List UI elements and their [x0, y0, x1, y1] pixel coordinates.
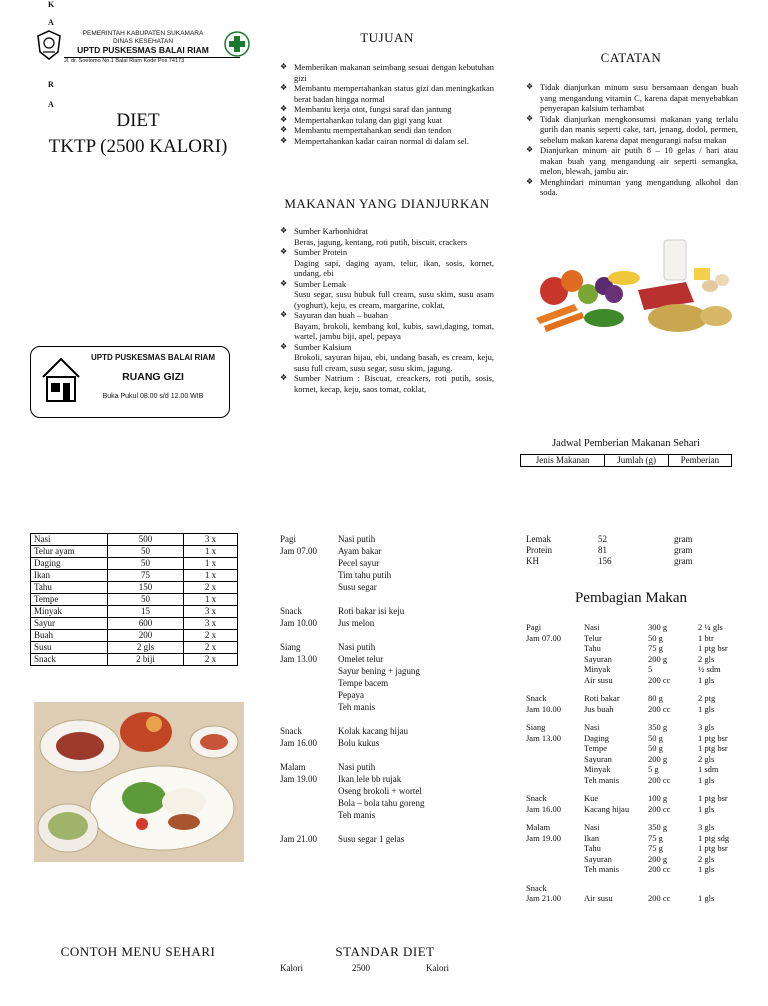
table-cell: 2 x	[184, 582, 238, 594]
menu-block	[280, 605, 500, 629]
makanan-item-body: Susu segar, susu bubuk full cream, susu skim, susu asam (yoghurt), keju, es cream, margarine, coklat,	[294, 289, 494, 310]
pembagian-portion: 3 gls	[698, 822, 715, 832]
pembagian-row	[584, 833, 738, 844]
pembagian-food: Teh manis	[584, 774, 620, 785]
pembagian-amount: 200 cc	[648, 893, 671, 903]
menu-item: Susu segar 1 gelas	[338, 834, 405, 844]
pembagian-row	[584, 633, 738, 644]
pembagian-time: Snack	[526, 693, 547, 703]
side-letter: R	[48, 80, 54, 89]
tujuan-item: ❖ Mempertahankan kadar cairan normal di dalam sel.	[280, 136, 494, 147]
menu-time: Jam 10.00	[280, 618, 317, 628]
pembagian-food: Air susu	[584, 674, 613, 685]
standar-label: Kalori	[280, 963, 303, 973]
pembagian-portion: 2 gls	[698, 853, 715, 864]
pembagian-food: Sayuran	[584, 853, 612, 864]
table-row	[31, 594, 238, 606]
pembagian-portion: 1 ptg bsr	[698, 843, 728, 853]
catatan-item: ❖ Menghindari minuman yang mengandung alkohol dan soda.	[526, 177, 738, 198]
jadwal-title: Jadwal Pemberian Makanan Sehari	[552, 438, 700, 449]
pembagian-portion: ½ sdm	[698, 664, 721, 674]
makanan-item-body: Bayam, brokoli, kembang kol, kubis, sawi,daging, tomat, wartel, jambu biji, apel, pepaya	[294, 320, 494, 341]
pembagian-time: Snack	[526, 793, 547, 803]
menu-block	[280, 761, 500, 821]
catatan-item: ❖ Tidak dianjurkan mengkonsumsi makanan yang terlalu gurih dan manis seperti cake, tart, jenang, dodol, permen, sebelum makan karena dapat mengurangi nafsu makan	[526, 114, 738, 146]
menu-block	[280, 641, 500, 713]
makanan-item-body: Beras, jagung, kentang, roti putih, biscuit, crackers	[294, 236, 468, 247]
pembagian-portion: 2 ¼ gls	[698, 622, 723, 632]
menu-item: Sayur bening + jagung	[338, 666, 420, 676]
nutrient-list	[526, 533, 726, 566]
makanan-item	[280, 226, 494, 247]
makanan-item-head: ❖ Sumber Natrium : Biscuat, creackers, roti putih, sosis, kornet, kecap, keju, saos tomat, coklat,	[294, 373, 494, 394]
nutrient-value: 156	[598, 556, 612, 566]
makanan-item-head: ❖ Sumber Lemak	[294, 278, 347, 289]
pembagian-food: Kacang hijau	[584, 803, 630, 814]
meal-photo	[34, 702, 244, 862]
nutrient-name: Lemak	[526, 534, 551, 544]
food-groups-illustration	[526, 236, 738, 336]
pembagian-time: Jam 21.00	[526, 893, 561, 903]
table-cell: 50	[108, 594, 184, 606]
makanan-item	[280, 373, 494, 394]
ruang-gizi-card	[30, 346, 230, 418]
menu-item: Jus melon	[338, 618, 375, 628]
pembagian-row	[584, 722, 738, 733]
pembagian-amount: 5	[648, 664, 653, 674]
pembagian-row	[584, 854, 738, 865]
table-cell: 50	[108, 558, 184, 570]
tujuan-list	[280, 62, 494, 146]
pembagian-food: Kue	[584, 793, 599, 803]
pembagian-schedule	[526, 622, 738, 904]
contoh-menu-title: CONTOH MENU SEHARI	[60, 944, 216, 959]
menu-time: Pagi	[280, 534, 297, 544]
jadwal-header-cell: Jumlah (g)	[605, 455, 669, 467]
letterhead-line1: PEMERINTAH KABUPATEN SUKAMARA	[82, 30, 204, 37]
pembagian-portion: 1 gls	[698, 893, 715, 903]
pembagian-food: Nasi	[584, 622, 600, 632]
table-row	[31, 570, 238, 582]
pembagian-amount: 350 g	[648, 822, 668, 832]
menu-item: Oseng brokoli + wortel	[338, 786, 422, 796]
pembagian-portion: 1 gls	[698, 803, 715, 814]
table-cell: 2 x	[184, 630, 238, 642]
card-hours: Buka Pukul 08.00 s/d 12.00 WIB	[102, 393, 204, 400]
pembagian-portion: 2 gls	[698, 653, 715, 664]
pembagian-food: Ikan	[584, 832, 600, 843]
nutrient-unit: gram	[674, 556, 693, 566]
pembagian-food: Nasi	[584, 822, 600, 832]
table-cell: Telur ayam	[31, 546, 108, 558]
menu-time: Jam 19.00	[280, 774, 317, 784]
pembagian-title: Pembagian Makan	[574, 590, 688, 606]
table-cell: 2 biji	[108, 654, 184, 666]
menu-item: Bolu kukus	[338, 738, 380, 748]
pembagian-time: Jam 13.00	[526, 732, 561, 743]
makanan-title: MAKANAN YANG DIANJURKAN	[284, 196, 490, 211]
table-cell: 2 x	[184, 642, 238, 654]
card-name: UPTD PUSKESMAS BALAI RIAM	[90, 353, 215, 362]
page-title-line1: DIET	[116, 110, 160, 131]
pembagian-portion: 1 gls	[698, 703, 715, 714]
letterhead	[64, 30, 222, 55]
menu-item: Nasi putih	[338, 762, 376, 772]
table-row	[31, 618, 238, 630]
menu-item: Ikan lele bb rujak	[338, 774, 402, 784]
pembagian-amount: 50 g	[648, 632, 663, 643]
pembagian-time: Jam 10.00	[526, 703, 561, 714]
page-title-line2: TKTP (2500 KALORI)	[48, 136, 228, 157]
table-cell: 2 gls	[108, 642, 184, 654]
pembagian-row	[584, 733, 738, 744]
table-row	[31, 546, 238, 558]
pembagian-row	[584, 775, 738, 786]
menu-block	[280, 833, 500, 845]
makanan-list	[280, 226, 494, 394]
pembagian-row	[584, 743, 738, 754]
tujuan-item: ❖ Mempertahankan tulang dan gigi yang kuat	[280, 115, 494, 126]
makanan-item-head: ❖ Sayuran dan buah – buahan	[294, 310, 388, 320]
pembagian-time: Siang	[526, 722, 546, 732]
pembagian-food: Jus buah	[584, 703, 614, 714]
table-cell: Snack	[31, 654, 108, 666]
pembagian-row	[584, 654, 738, 665]
menu-time: Jam 16.00	[280, 738, 317, 748]
pembagian-amount: 200 g	[648, 853, 668, 864]
jadwal-header-cell: Pemberian	[668, 455, 731, 467]
table-cell: Susu	[31, 642, 108, 654]
table-cell: 150	[108, 582, 184, 594]
standar-value: 2500	[352, 963, 370, 973]
menu-item: Pepaya	[338, 690, 364, 700]
pembagian-food: Minyak	[584, 764, 611, 774]
table-cell: 3 x	[184, 618, 238, 630]
pembagian-row	[584, 864, 738, 875]
pembagian-block	[526, 622, 738, 685]
table-cell: 600	[108, 618, 184, 630]
pembagian-time: Jam 07.00	[526, 632, 561, 643]
pembagian-amount: 300 g	[648, 622, 668, 632]
table-cell: 50	[108, 546, 184, 558]
pembagian-block	[526, 793, 738, 814]
tujuan-item: ❖ Membantu mempertahankan sendi dan tendon	[280, 125, 494, 136]
pembagian-portion: 1 btr	[698, 632, 714, 643]
pembagian-amount: 75 g	[648, 832, 663, 843]
menu-item: Omelet telur	[338, 654, 384, 664]
pembagian-row	[584, 793, 738, 804]
pembagian-time: Pagi	[526, 622, 542, 632]
pembagian-row	[584, 704, 738, 715]
pembagian-amount: 50 g	[648, 732, 663, 743]
table-cell: Minyak	[31, 606, 108, 618]
table-row	[31, 534, 238, 546]
jadwal-table	[30, 533, 238, 666]
pembagian-block	[526, 722, 738, 785]
table-cell: 3 x	[184, 534, 238, 546]
table-cell: 1 x	[184, 546, 238, 558]
menu-time: Malam	[280, 762, 306, 772]
pembagian-portion: 1 sdm	[698, 764, 719, 774]
catatan-item: ❖ Dianjurkan minum air putih 8 – 10 gelas / hari atau makan buah yang mengandung air seperti semangka, melon, blewah, jambu air.	[526, 145, 738, 177]
pembagian-time: Malam	[526, 822, 551, 832]
pembagian-portion: 1 ptg bsr	[698, 793, 728, 803]
pembagian-amount: 200 cc	[648, 674, 671, 685]
menu-item: Kolak kacang hijau	[338, 726, 408, 736]
menu-block	[280, 533, 500, 593]
makanan-item	[280, 310, 494, 342]
tujuan-item: ❖ Memberikan makanan seimbang sesuai dengan kebutuhan gizi	[280, 62, 494, 83]
pembagian-amount: 200 cc	[648, 703, 671, 714]
pembagian-amount: 200 cc	[648, 864, 671, 874]
pembagian-portion: 2 ptg	[698, 693, 716, 703]
pembagian-row	[584, 664, 738, 675]
pembagian-amount: 75 g	[648, 843, 663, 853]
menu-item: Tempe bacem	[338, 678, 389, 688]
pembagian-amount: 200 g	[648, 653, 668, 664]
pembagian-food: Sayuran	[584, 753, 612, 764]
makanan-item-head: ❖ Sumber Karbonhidrat	[294, 226, 368, 236]
pembagian-portion: 1 ptg bsr	[698, 743, 728, 753]
pembagian-time: Jam 19.00	[526, 832, 561, 843]
nutrient-value: 81	[598, 545, 607, 555]
table-cell: 15	[108, 606, 184, 618]
pembagian-food: Tempe	[584, 743, 608, 753]
card-room: RUANG GIZI	[122, 371, 184, 383]
nutrient-unit: gram	[674, 534, 693, 544]
standar-diet-title: STANDAR DIET	[335, 944, 435, 959]
pembagian-food: Daging	[584, 732, 610, 743]
table-cell: 1 x	[184, 558, 238, 570]
menu-item: Nasi putih	[338, 534, 376, 544]
nutrient-name: Protein	[526, 545, 552, 555]
pembagian-amount: 50 g	[648, 743, 663, 753]
makanan-item	[280, 342, 494, 374]
table-cell: Tempe	[31, 594, 108, 606]
letterhead-line2: DINAS KESEHATAN	[112, 37, 174, 45]
pembagian-food: Tahu	[584, 843, 601, 853]
pembagian-row	[584, 893, 738, 904]
pembagian-portion: 1 ptg bsr	[698, 732, 728, 743]
pembagian-food: Air susu	[584, 893, 613, 903]
pembagian-portion: 2 gls	[698, 753, 715, 764]
menu-item: Teh manis	[338, 702, 376, 712]
pembagian-food: Tahu	[584, 643, 601, 653]
nutrient-row	[526, 555, 726, 566]
makanan-item	[280, 247, 494, 279]
table-cell: Tahu	[31, 582, 108, 594]
side-letter: A	[48, 100, 54, 109]
makanan-item-body: Daging sapi, daging ayam, telur, ikan, sosis, kornet, undang, ebi	[294, 257, 494, 278]
menu-schedule	[280, 533, 500, 845]
table-cell: 3 x	[184, 606, 238, 618]
pembagian-row	[584, 804, 738, 815]
table-cell: Buah	[31, 630, 108, 642]
table-row	[31, 630, 238, 642]
pembagian-amount: 200 cc	[648, 803, 671, 814]
menu-time: Snack	[280, 726, 302, 736]
pembagian-row	[584, 693, 738, 704]
nutrient-row	[526, 544, 726, 555]
menu-item: Pecel sayur	[338, 558, 380, 568]
table-cell: 1 x	[184, 570, 238, 582]
pembagian-food: Telur	[584, 632, 602, 643]
pembagian-row	[584, 675, 738, 686]
menu-item: Roti bakar isi keju	[338, 606, 405, 616]
pembagian-amount: 100 g	[648, 793, 668, 803]
pembagian-row	[584, 843, 738, 854]
catatan-title: CATATAN	[600, 50, 662, 65]
makanan-item	[280, 279, 494, 311]
pembagian-time: Snack	[526, 882, 547, 893]
table-cell: Sayur	[31, 618, 108, 630]
table-row	[31, 654, 238, 666]
side-letter: K	[48, 0, 55, 9]
menu-time: Siang	[280, 642, 301, 652]
tujuan-title: TUJUAN	[360, 30, 414, 45]
pembagian-portion: 1 gls	[698, 864, 715, 874]
pembagian-food: Sayuran	[584, 653, 612, 664]
pembagian-portion: 1 ptg bsr	[698, 643, 728, 653]
pembagian-row	[584, 764, 738, 775]
pembagian-food: Nasi	[584, 722, 600, 732]
menu-item: Bola – bola tahu goreng	[338, 798, 425, 808]
menu-time: Jam 13.00	[280, 654, 317, 664]
pembagian-block	[526, 693, 738, 714]
table-row	[31, 606, 238, 618]
pembagian-amount: 200 cc	[648, 774, 671, 785]
jadwal-header-table	[520, 454, 732, 467]
pembagian-food: Roti bakar	[584, 693, 620, 703]
table-row	[31, 642, 238, 654]
menu-item: Ayam bakar	[338, 546, 382, 556]
tujuan-item: ❖ Membantu mempertahankan status gizi dan meningkatkan berat badan hingga normal	[280, 83, 494, 104]
nutrient-name: KH	[526, 556, 539, 566]
table-row	[31, 558, 238, 570]
side-letter: A	[48, 18, 54, 27]
menu-time: Jam 07.00	[280, 546, 317, 556]
table-cell: Ikan	[31, 570, 108, 582]
letterhead-line3: UPTD PUSKESMAS BALAI RIAM	[77, 45, 209, 55]
table-cell: 1 x	[184, 594, 238, 606]
health-cross-icon	[224, 31, 250, 57]
tujuan-item: ❖ Membantu kerja otot, fungsi saraf dan jantung	[280, 104, 494, 115]
table-row	[31, 582, 238, 594]
table-cell: 500	[108, 534, 184, 546]
table-cell: 75	[108, 570, 184, 582]
pembagian-portion: 1 gls	[698, 774, 715, 785]
catatan-list	[526, 82, 738, 198]
pembagian-amount: 75 g	[648, 643, 663, 653]
jadwal-header-cell: Jenis Makanan	[521, 455, 605, 467]
pembagian-row	[584, 822, 738, 833]
pembagian-amount: 350 g	[648, 722, 668, 732]
pembagian-time: Jam 16.00	[526, 803, 561, 814]
pembagian-portion: 1 gls	[698, 674, 715, 685]
pembagian-block	[526, 883, 738, 904]
house-icon	[41, 355, 81, 405]
makanan-item-head: ❖ Sumber Protein	[294, 247, 348, 257]
table-cell: 2 x	[184, 654, 238, 666]
menu-time: Snack	[280, 606, 302, 616]
regency-emblem-icon	[36, 30, 62, 60]
pembagian-food: Teh manis	[584, 864, 620, 874]
pembagian-amount: 5 g	[648, 764, 659, 774]
table-cell: Daging	[31, 558, 108, 570]
table-cell: Nasi	[31, 534, 108, 546]
menu-item: Tim tahu putih	[338, 570, 392, 580]
makanan-item-body: Brokoli, sayuran hijau, ebi, undang basah, es cream, keju, susu full cream, susu segar, susu skim, jagung.	[294, 352, 494, 373]
menu-item: Nasi putih	[338, 642, 376, 652]
pembagian-row	[584, 622, 738, 633]
menu-block	[280, 725, 500, 749]
pembagian-food: Minyak	[584, 664, 611, 674]
pembagian-row	[584, 754, 738, 765]
menu-item: Teh manis	[338, 810, 376, 820]
pembagian-amount: 200 g	[648, 753, 668, 764]
pembagian-block	[526, 822, 738, 875]
letterhead-address: Jl. dr. Soetomo No.1 Balai Riam Kode Pos 74173	[64, 58, 185, 64]
standar-unit: Kalori	[426, 963, 449, 973]
nutrient-unit: gram	[674, 545, 693, 555]
page-title	[28, 108, 248, 160]
makanan-item-head: ❖ Sumber Kalsium	[294, 341, 352, 352]
nutrient-row	[526, 533, 726, 544]
pembagian-portion: 3 gls	[698, 722, 715, 732]
table-cell: 200	[108, 630, 184, 642]
menu-item: Susu segar	[338, 582, 377, 592]
menu-time: Jam 21.00	[280, 834, 317, 844]
pembagian-portion: 1 ptg sdg	[698, 832, 730, 843]
pembagian-amount: 80 g	[648, 693, 663, 703]
catatan-item: ❖ Tidak dianjurkan minum susu bersamaan dengan buah yang mengandung vitamin C, karena dapat menyebabkan penyerapan kalsium terhambat	[526, 82, 738, 114]
pembagian-row	[584, 643, 738, 654]
nutrient-value: 52	[598, 534, 607, 544]
